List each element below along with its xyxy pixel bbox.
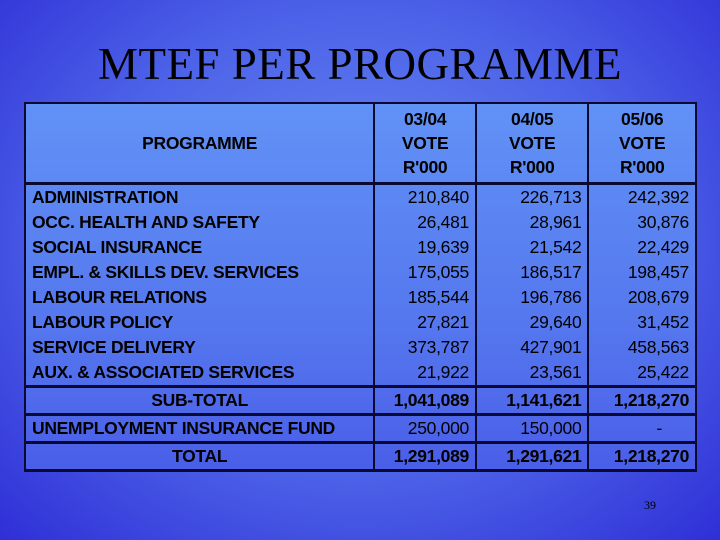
cell-value: 28,961	[476, 210, 588, 235]
table-row	[25, 360, 696, 387]
cell-value: 175,055	[374, 260, 476, 285]
header-year: 03/04	[403, 109, 447, 129]
subtotal-label: SUB-TOTAL	[25, 387, 374, 415]
table-row	[25, 210, 696, 235]
mtef-table	[24, 102, 697, 472]
header-vote: VOTE	[618, 133, 666, 153]
table-row	[25, 285, 696, 310]
header-year: 04/05	[511, 109, 554, 129]
table-row	[25, 260, 696, 285]
cell-value: 242,392	[588, 184, 696, 211]
table-row	[25, 184, 696, 211]
cell-value: 458,563	[588, 335, 696, 360]
table-header-row	[25, 103, 696, 184]
cell-value: 185,544	[374, 285, 476, 310]
header-programme: PROGRAMME	[25, 103, 374, 184]
cell-value: 1,218,270	[588, 443, 696, 471]
cell-value: 27,821	[374, 310, 476, 335]
cell-value: 250,000	[374, 415, 476, 443]
header-unit: R'000	[619, 157, 665, 177]
cell-value: 31,452	[588, 310, 696, 335]
table-row	[25, 335, 696, 360]
cell-value: 25,422	[588, 360, 696, 387]
cell-value: 1,218,270	[588, 387, 696, 415]
cell-value: 1,291,089	[374, 443, 476, 471]
header-unit: R'000	[509, 157, 555, 177]
cell-value: 150,000	[476, 415, 588, 443]
programme-name: OCC. HEALTH AND SAFETY	[25, 210, 374, 235]
slide-title: MTEF PER PROGRAMME	[97, 39, 623, 89]
header-vote: VOTE	[508, 133, 556, 153]
header-vote: VOTE	[401, 133, 449, 153]
programme-name: LABOUR POLICY	[25, 310, 374, 335]
uif-row	[25, 415, 696, 443]
cell-value: 1,291,621	[476, 443, 588, 471]
cell-value: 21,542	[476, 235, 588, 260]
cell-value: 198,457	[588, 260, 696, 285]
cell-value: 30,876	[588, 210, 696, 235]
programme-name: LABOUR RELATIONS	[25, 285, 374, 310]
cell-value: 19,639	[374, 235, 476, 260]
cell-value: 22,429	[588, 235, 696, 260]
total-row	[25, 443, 696, 471]
header-col-0506	[588, 103, 696, 184]
header-col-0304	[374, 103, 476, 184]
header-unit: R'000	[402, 157, 448, 177]
cell-value: 226,713	[476, 184, 588, 211]
cell-value: 21,922	[374, 360, 476, 387]
programme-name: EMPL. & SKILLS DEV. SERVICES	[25, 260, 374, 285]
header-year: 05/06	[621, 109, 664, 129]
cell-value: 29,640	[476, 310, 588, 335]
table-row	[25, 310, 696, 335]
cell-value: -	[588, 415, 696, 443]
total-label: TOTAL	[25, 443, 374, 471]
programme-name: SOCIAL INSURANCE	[25, 235, 374, 260]
cell-value: 427,901	[476, 335, 588, 360]
table-row	[25, 235, 696, 260]
cell-value: 26,481	[374, 210, 476, 235]
cell-value: 23,561	[476, 360, 588, 387]
programme-name: ADMINISTRATION	[25, 184, 374, 211]
subtotal-row	[25, 387, 696, 415]
uif-label: UNEMPLOYMENT INSURANCE FUND	[25, 415, 374, 443]
programme-name: AUX. & ASSOCIATED SERVICES	[25, 360, 374, 387]
cell-value: 373,787	[374, 335, 476, 360]
header-col-0405	[476, 103, 588, 184]
cell-value: 1,141,621	[476, 387, 588, 415]
cell-value: 208,679	[588, 285, 696, 310]
programme-name: SERVICE DELIVERY	[25, 335, 374, 360]
cell-value: 186,517	[476, 260, 588, 285]
cell-value: 1,041,089	[374, 387, 476, 415]
cell-value: 210,840	[374, 184, 476, 211]
cell-value: 196,786	[476, 285, 588, 310]
page-number: 39	[644, 498, 656, 512]
